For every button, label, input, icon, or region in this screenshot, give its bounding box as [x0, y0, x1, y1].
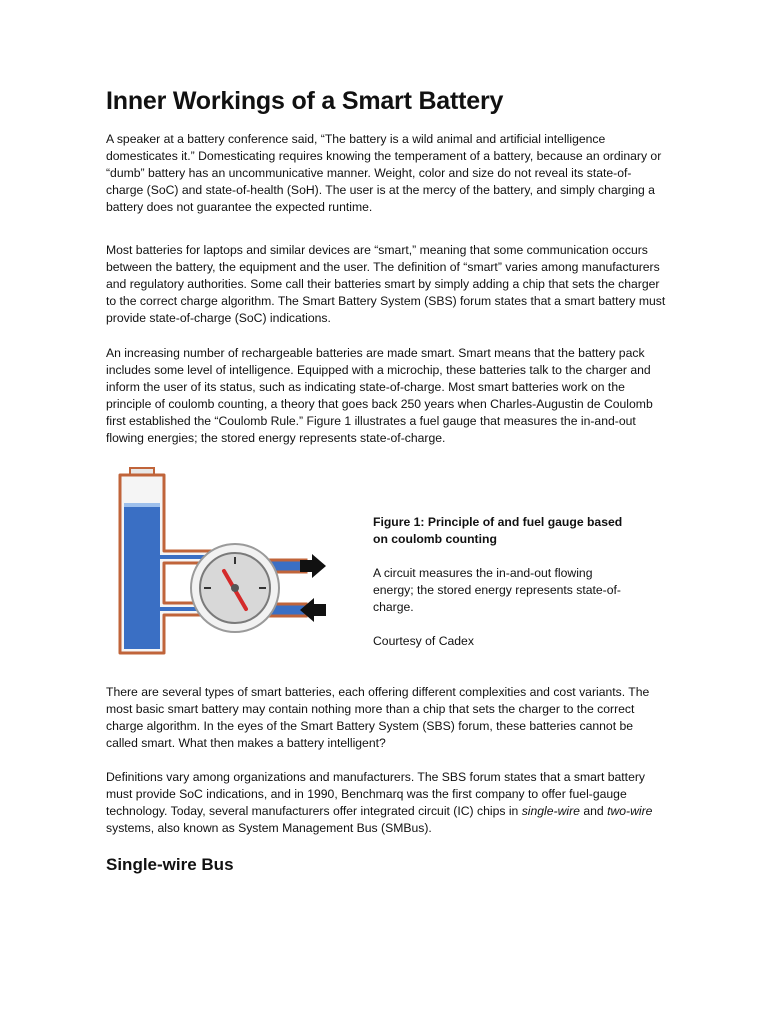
paragraph-definitions-part3: systems, also known as System Management Bus (SMBus). [106, 821, 432, 835]
figure-caption-text: A circuit measures the in-and-out flowing energy; the stored energy represents state-of-charge. [373, 566, 621, 614]
paragraph-intro: A speaker at a battery conference said, “The battery is a wild animal and artificial intelligence domesticates it.” Domesticating requires knowing the temperament of a battery, because an ordinary or “dumb” battery has an uncommunicative manner. Weight, color and size do not reveal its state-of-charge (SoC) and state-of-health (SoH). The user is at the mercy of the battery, and simply charging a battery does not guarantee the expected runtime. [106, 132, 662, 214]
gauge-hub [231, 584, 239, 592]
figure-caption [373, 514, 633, 667]
arrow-out-icon [300, 554, 326, 578]
paragraph-coulomb-counting: An increasing number of rechargeable batteries are made smart. Smart means that the battery pack includes some level of intelligence. Equipped with a microchip, these batteries talk to the charger and inform the user of its status, such as indicating state-of-charge. Most smart batteries work on the principle of coulomb counting, a theory that goes back 250 years when Charles-Augustin de Coulomb first established the “Coulomb Rule.” Figure 1 illustrates a fuel gauge that measures the in-and-out flowing energies; the stored energy represents state-of-charge. [106, 346, 653, 445]
term-two-wire: two-wire [607, 804, 653, 818]
paragraph-smart-types: There are several types of smart batteries, each offering different complexities and cost variants. The most basic smart battery may contain nothing more than a chip that sets the charger to the correct charge algorithm. In the eyes of the Smart Battery System (SBS) forum, these batteries cannot be called smart. What then makes a battery intelligent? [106, 685, 650, 750]
section-heading-single-wire-bus: Single-wire Bus [106, 855, 234, 874]
liquid-surface [124, 503, 160, 507]
arrow-in-icon [300, 598, 326, 622]
page-title: Inner Workings of a Smart Battery [106, 87, 504, 115]
figure-caption-title: Figure 1: Principle of and fuel gauge based on coulomb counting [373, 515, 623, 546]
fuel-gauge-figure [100, 463, 340, 663]
paragraph-definitions-part1: Definitions vary among organizations and manufacturers. The SBS forum states that a smart battery must provide SoC indications, and in 1990, Benchmarq was the first company to offer fuel-gauge technology. Today, several manufacturers offer integrated circuit (IC) chips in [106, 770, 645, 818]
paragraph-smart-definition: Most batteries for laptops and similar devices are “smart,” meaning that some communication occurs between the battery, the equipment and the user. The definition of “smart” varies among manufacturers and regulatory authorities. Some call their batteries smart by simply adding a chip that sets the charger to the correct charge algorithm. The Smart Battery System (SBS) forum states that a smart battery must provide state-of-charge (SoC) indications. [106, 243, 666, 325]
paragraph-definitions-part2: and [579, 804, 608, 818]
paragraph-definitions [106, 769, 666, 837]
figure-credit: Courtesy of Cadex [373, 634, 474, 648]
term-single-wire: single-wire [521, 804, 580, 818]
